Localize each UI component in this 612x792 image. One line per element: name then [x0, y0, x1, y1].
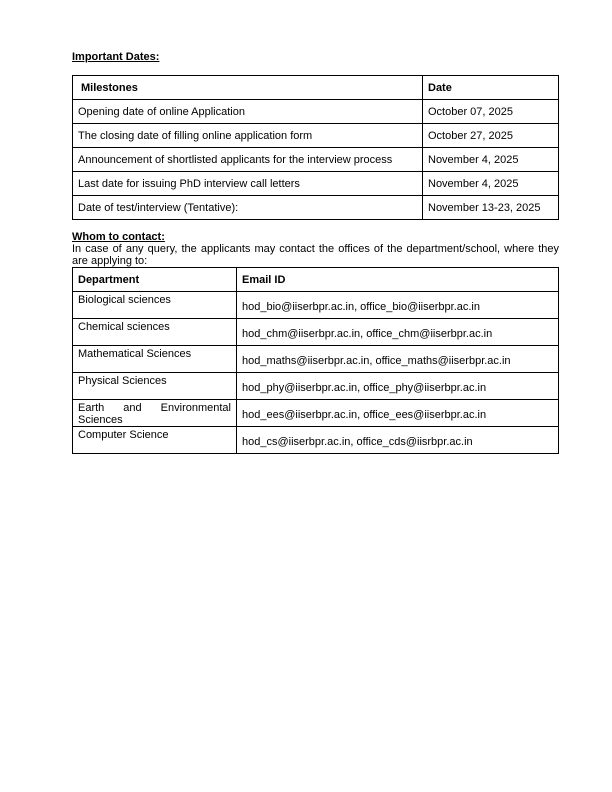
- milestone-cell: Opening date of online Application: [73, 100, 423, 124]
- table-row: [73, 124, 559, 148]
- milestone-cell: Last date for issuing PhD interview call letters: [73, 172, 423, 196]
- department-cell: Physical Sciences: [73, 373, 237, 400]
- table-row: [73, 373, 559, 400]
- date-cell: October 07, 2025: [423, 100, 559, 124]
- email-cell: hod_chm@iiserbpr.ac.in, office_chm@iiserbpr.ac.in: [237, 319, 559, 346]
- date-cell: November 4, 2025: [423, 148, 559, 172]
- date-cell: October 27, 2025: [423, 124, 559, 148]
- table-row: [73, 346, 559, 373]
- table-row: [73, 427, 559, 454]
- table-row: [73, 319, 559, 346]
- column-header-date: Date: [423, 76, 559, 100]
- table-row: [73, 292, 559, 319]
- important-dates-heading: Important Dates:: [72, 51, 160, 63]
- department-cell: Chemical sciences: [73, 319, 237, 346]
- column-header-milestones: Milestones: [73, 76, 423, 100]
- milestone-cell: The closing date of filling online application form: [73, 124, 423, 148]
- email-cell: hod_bio@iiserbpr.ac.in, office_bio@iiserbpr.ac.in: [237, 292, 559, 319]
- milestone-cell: Date of test/interview (Tentative):: [73, 196, 423, 220]
- table-row: [73, 100, 559, 124]
- table-row: [73, 148, 559, 172]
- email-cell: hod_maths@iiserbpr.ac.in, office_maths@iiserbpr.ac.in: [237, 346, 559, 373]
- department-cell: Earth and Environmental Sciences: [73, 400, 237, 427]
- milestone-cell: Announcement of shortlisted applicants for the interview process: [73, 148, 423, 172]
- whom-to-contact-heading: Whom to contact:: [72, 231, 165, 243]
- contact-table: [72, 267, 559, 454]
- important-dates-table: [72, 75, 559, 220]
- email-cell: hod_cs@iiserbpr.ac.in, office_cds@iisrbpr.ac.in: [237, 427, 559, 454]
- email-cell: hod_ees@iiserbpr.ac.in, office_ees@iiserbpr.ac.in: [237, 400, 559, 427]
- date-cell: November 4, 2025: [423, 172, 559, 196]
- table-header-row: [73, 268, 559, 292]
- column-header-department: Department: [73, 268, 237, 292]
- table-row: [73, 196, 559, 220]
- department-cell: Mathematical Sciences: [73, 346, 237, 373]
- email-cell: hod_phy@iiserbpr.ac.in, office_phy@iiserbpr.ac.in: [237, 373, 559, 400]
- department-cell: Computer Science: [73, 427, 237, 454]
- column-header-email: Email ID: [237, 268, 559, 292]
- date-cell: November 13-23, 2025: [423, 196, 559, 220]
- table-row: [73, 172, 559, 196]
- department-cell: Biological sciences: [73, 292, 237, 319]
- table-header-row: [73, 76, 559, 100]
- table-row: [73, 400, 559, 427]
- contact-intro-text: In case of any query, the applicants may contact the offices of the department/school, where they are applying to:: [72, 243, 559, 267]
